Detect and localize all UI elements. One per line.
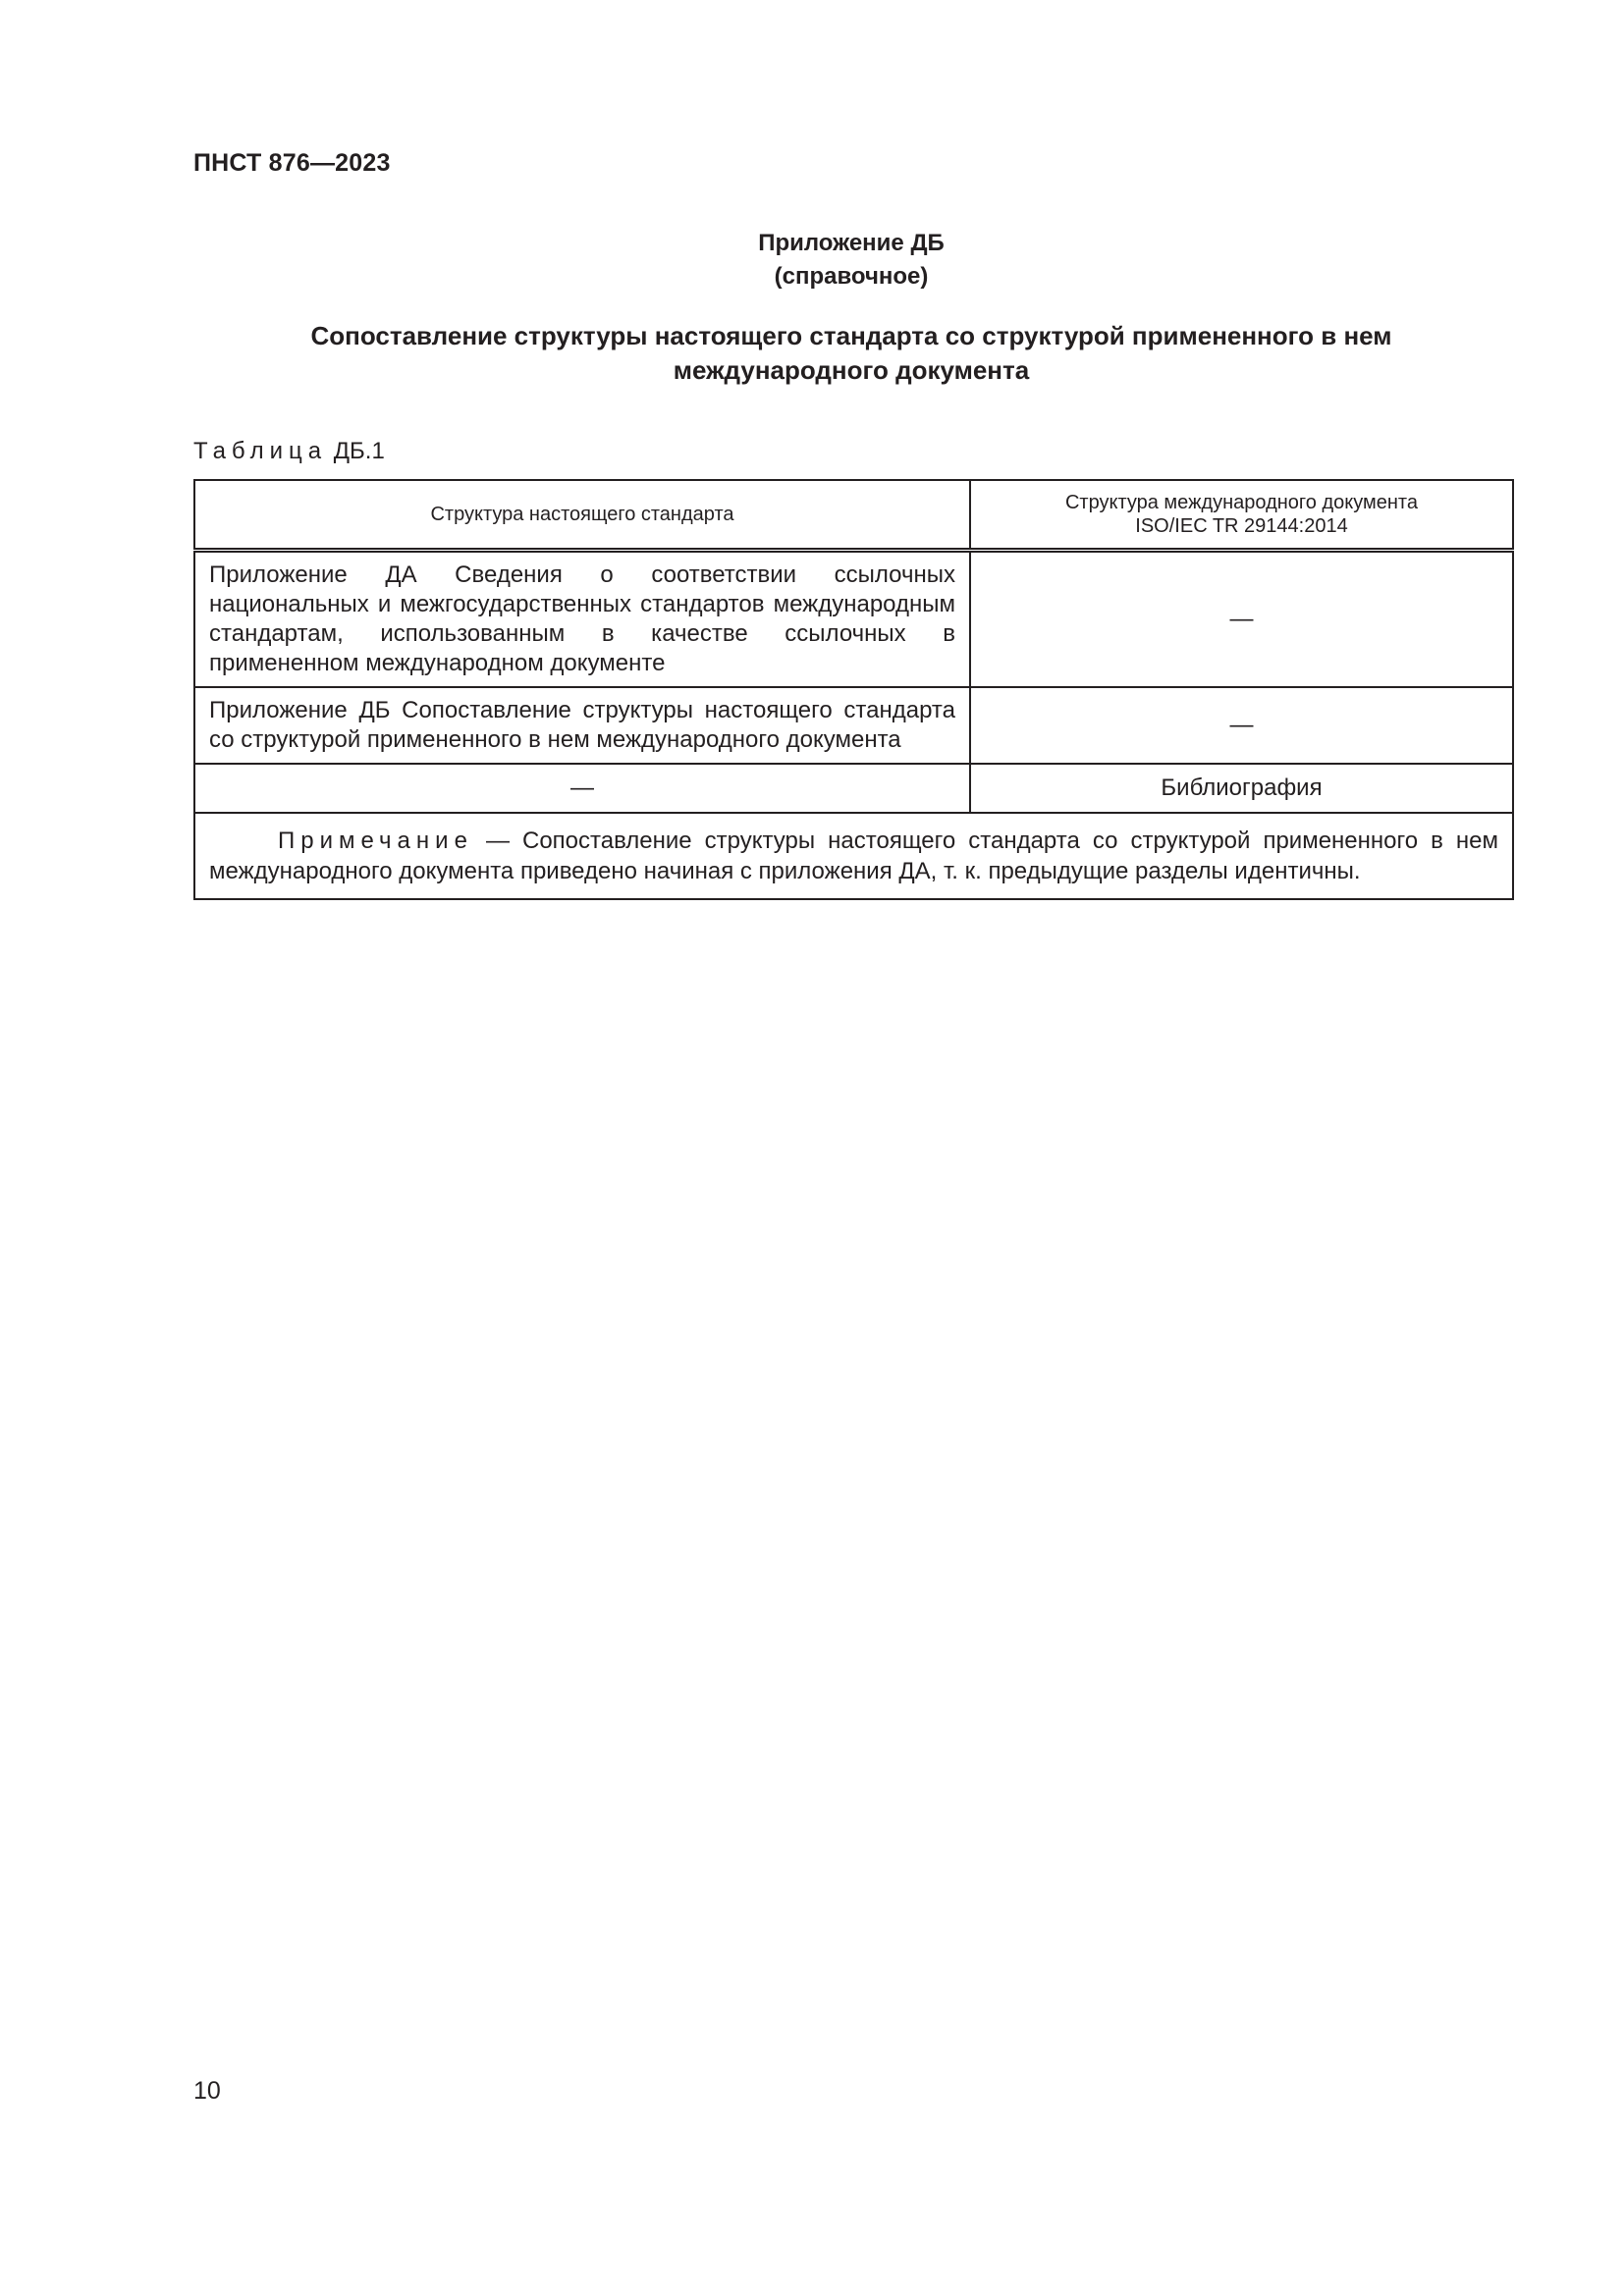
- annex-title-line2: международного документа: [673, 355, 1030, 385]
- table-caption-word: Таблица: [193, 438, 328, 464]
- table-cell-standard: Приложение ДА Сведения о соответствии ссылочных национальных и межгосударственных стандартов международным стандартам, использованным в качестве ссылочных в примененном международном документе: [194, 551, 970, 688]
- table-header-col1: Структура настоящего стандарта: [194, 480, 970, 551]
- document-code: ПНСТ 876—2023: [193, 149, 391, 177]
- table-cell-standard: Приложение ДБ Сопоставление структуры настоящего стандарта со структурой примененного в нем международного документа: [194, 687, 970, 764]
- table-caption: [193, 438, 385, 465]
- note-text: Сопоставление структуры настоящего стандарта со структурой примененного в нем международного документа приведено начиная с приложения ДА, т. к. предыдущие разделы идентичны.: [209, 828, 1499, 884]
- annex-heading: [193, 227, 1509, 294]
- table-row: [194, 551, 1513, 688]
- note-dash: —: [472, 828, 522, 854]
- table-cell-standard: —: [194, 764, 970, 813]
- table-cell-international: —: [970, 687, 1513, 764]
- table-header-col2-line2: ISO/IEC TR 29144:2014: [1135, 515, 1348, 537]
- table-cell-international: —: [970, 551, 1513, 688]
- table-row: [194, 687, 1513, 764]
- table-header-col2: [970, 480, 1513, 551]
- annex-label: Приложение ДБ: [758, 230, 945, 256]
- table-note-row: [194, 813, 1513, 899]
- table-header-col2-line1: Структура международного документа: [1064, 492, 1418, 513]
- table-header-row: [194, 480, 1513, 551]
- note-label: Примечание: [278, 828, 473, 854]
- annex-status: (справочное): [774, 263, 929, 290]
- annex-title: [193, 319, 1509, 388]
- page-number: 10: [193, 2077, 221, 2105]
- annex-title-line1: Сопоставление структуры настоящего стандарта со структурой примененного в нем: [310, 321, 1392, 350]
- table-caption-number: ДБ.1: [333, 438, 385, 464]
- table-row: [194, 764, 1513, 813]
- structure-comparison-table: [193, 479, 1514, 900]
- table-note: [194, 813, 1513, 899]
- table-cell-international: Библиография: [970, 764, 1513, 813]
